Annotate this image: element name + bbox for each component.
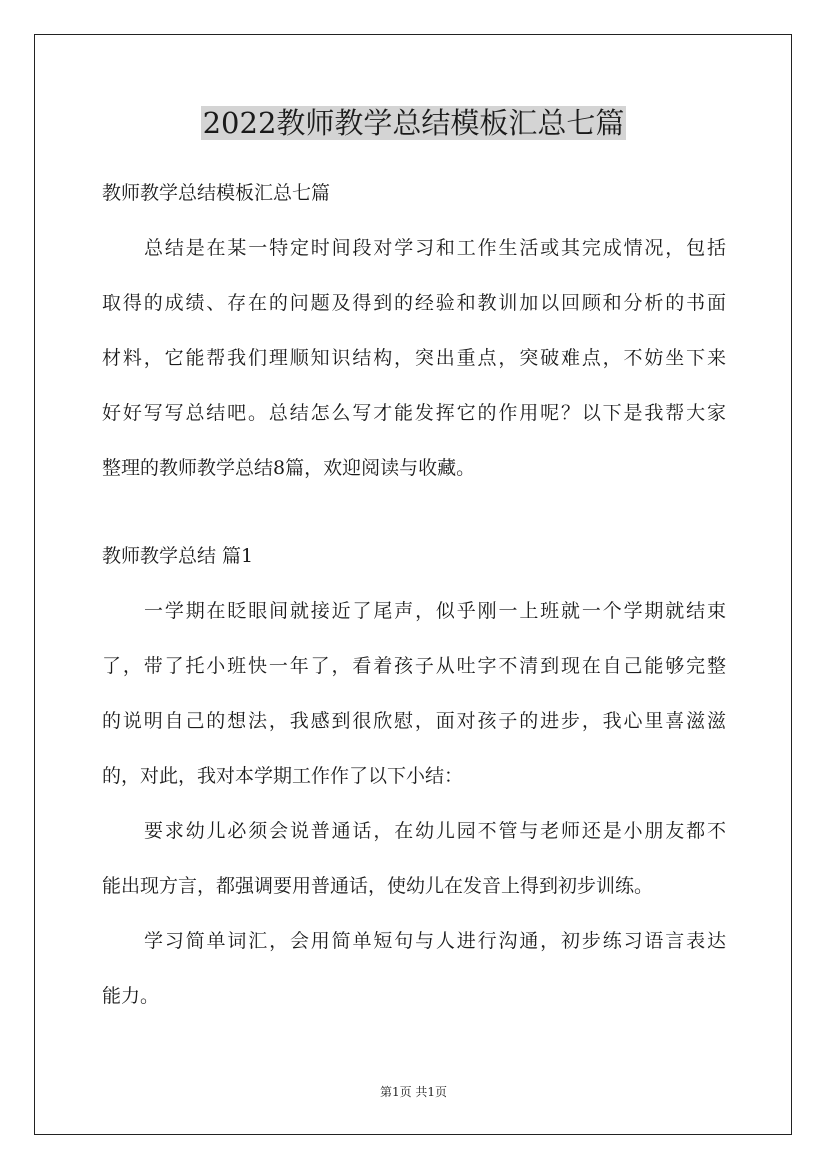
document-title-text: 2022教师教学总结模板汇总七篇	[202, 106, 625, 140]
section-heading: 教师教学总结 篇1	[102, 545, 254, 567]
subtitle: 教师教学总结模板汇总七篇	[102, 182, 331, 204]
para3-line-1: 学习简单词汇，会用简单短句与人进行沟通，初步练习语言表达	[144, 930, 726, 952]
para1-line-4: 的，对此，我对本学期工作作了以下小结：	[102, 765, 464, 787]
para2-line-2: 能出现方言，都强调要用普通话，使幼儿在发音上得到初步训练。	[102, 875, 654, 897]
intro-line-1: 总结是在某一特定时间段对学习和工作生活或其完成情况，包括	[144, 237, 726, 259]
document-title	[0, 104, 827, 142]
para3-line-2: 能力。	[102, 985, 160, 1007]
para1-line-1: 一学期在眨眼间就接近了尾声，似乎刚一上班就一个学期就结束	[144, 600, 726, 622]
para1-line-3: 的说明自己的想法，我感到很欣慰，面对孩子的进步，我心里喜滋滋	[102, 710, 726, 732]
intro-line-4: 好好写写总结吧。总结怎么写才能发挥它的作用呢？以下是我帮大家	[102, 402, 726, 424]
intro-line-5: 整理的教师教学总结8篇，欢迎阅读与收藏。	[102, 457, 476, 479]
para1-line-2: 了，带了托小班快一年了，看着孩子从吐字不清到现在自己能够完整	[102, 655, 726, 677]
intro-line-3: 材料，它能帮我们理顺知识结构，突出重点，突破难点，不妨坐下来	[102, 347, 726, 369]
page-number-footer: 第1页 共1页	[379, 1085, 448, 1099]
para2-line-1: 要求幼儿必须会说普通话，在幼儿园不管与老师还是小朋友都不	[144, 820, 726, 842]
intro-line-2: 取得的成绩、存在的问题及得到的经验和教训加以回顾和分析的书面	[102, 292, 726, 314]
document-body	[102, 174, 726, 1015]
